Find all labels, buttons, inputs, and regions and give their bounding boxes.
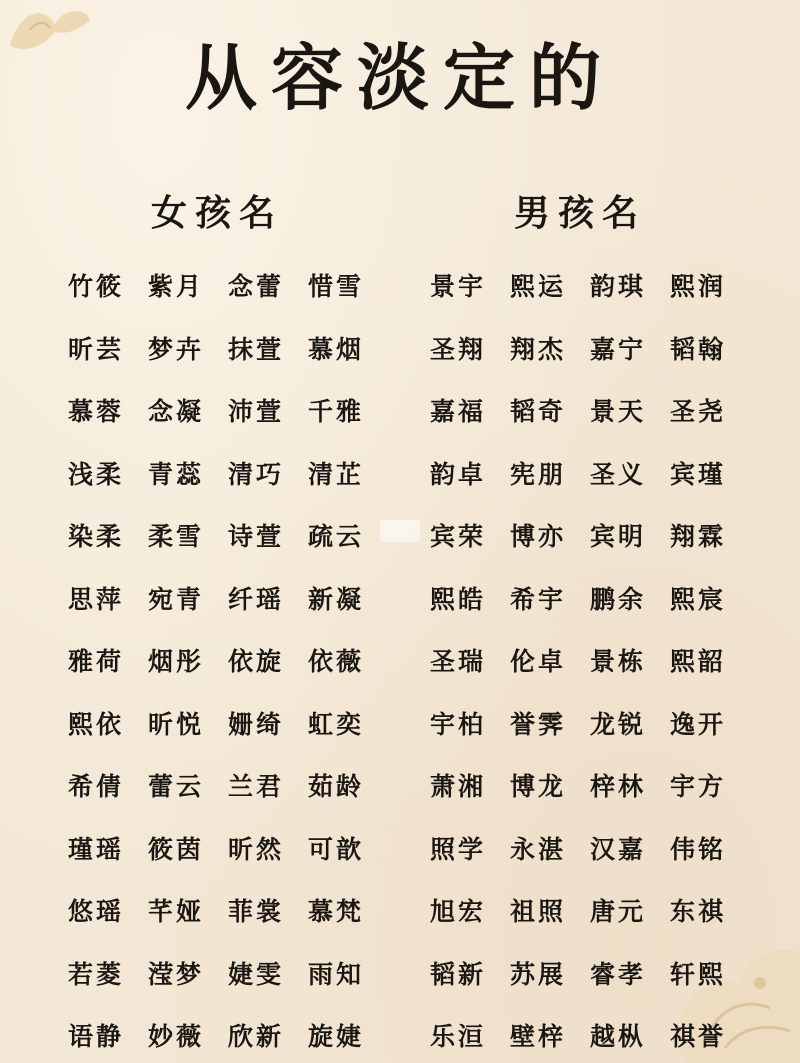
girl-name: 昕然: [228, 834, 285, 864]
boy-name: 鹏余: [590, 584, 647, 614]
boy-name: 誉霁: [510, 709, 567, 739]
girl-name: 依薇: [308, 647, 365, 676]
girl-name: 慕梵: [308, 897, 365, 926]
boy-name: 轩熙: [670, 959, 727, 989]
girl-name: 惜雪: [308, 272, 365, 301]
boy-name: 旭宏: [430, 897, 487, 926]
boy-name: 永湛: [510, 834, 567, 864]
boy-name: 博龙: [510, 772, 567, 801]
boy-name: 熙润: [670, 272, 727, 301]
boy-name: 熙宸: [670, 584, 727, 614]
boy-name: 熙韶: [670, 647, 727, 676]
girl-name: 可歆: [308, 834, 365, 864]
girl-name: 茹龄: [308, 772, 365, 801]
girl-name: 新凝: [308, 584, 365, 614]
girl-name: 烟彤: [148, 647, 205, 676]
boy-name: 景天: [590, 397, 647, 426]
boy-name: 唐元: [590, 897, 647, 926]
girl-name: 蕾云: [148, 772, 205, 801]
girls-name-grid: [68, 256, 388, 1063]
girl-name: 妙薇: [148, 1022, 205, 1051]
boy-name: 韵卓: [430, 459, 487, 489]
girl-name: 欣新: [228, 1022, 285, 1051]
boy-name: 汉嘉: [590, 834, 647, 864]
girl-name: 染柔: [68, 522, 125, 551]
boy-name: 越枞: [590, 1022, 647, 1051]
girl-name: 抹萱: [228, 334, 285, 364]
girls-heading: 女孩名: [150, 192, 283, 234]
boy-name: 宾荣: [430, 522, 487, 551]
girl-name: 念凝: [148, 397, 205, 426]
boy-name: 景栋: [590, 647, 647, 676]
boy-name: 伦卓: [510, 647, 567, 676]
girl-name: 筱茵: [148, 834, 205, 864]
girl-name: 雨知: [308, 959, 365, 989]
boy-name: 圣尧: [670, 397, 727, 426]
boy-name: 翔杰: [510, 334, 567, 364]
boy-name: 圣义: [590, 459, 647, 489]
boy-name: 逸开: [670, 709, 727, 739]
girl-name: 青蕊: [148, 459, 205, 489]
girl-name: 疏云: [308, 522, 365, 551]
smudge-mark: [380, 520, 420, 542]
boy-name: 博亦: [510, 522, 567, 551]
girl-name: 柔雪: [148, 522, 205, 551]
girl-name: 若菱: [68, 959, 125, 989]
boy-name: 圣翔: [430, 334, 487, 364]
boy-name: 梓林: [590, 772, 647, 801]
girl-name: 昕悦: [148, 709, 205, 739]
boy-name: 韬奇: [510, 397, 567, 426]
girl-name: 雅荷: [68, 647, 125, 676]
girl-name: 浅柔: [68, 459, 125, 489]
girl-name: 菲裳: [228, 897, 285, 926]
girl-name: 瑾瑶: [68, 834, 125, 864]
boy-name: 祺誉: [670, 1022, 727, 1051]
boy-name: 伟铭: [670, 834, 727, 864]
girl-name: 希倩: [68, 772, 125, 801]
girl-name: 依旋: [228, 647, 285, 676]
girl-name: 语静: [68, 1022, 125, 1051]
girl-name: 沛萱: [228, 397, 285, 426]
boys-name-grid: [430, 256, 750, 1063]
boy-name: 希宇: [510, 584, 567, 614]
girl-name: 思萍: [68, 584, 125, 614]
boy-name: 苏展: [510, 959, 567, 989]
boy-name: 乐洹: [430, 1022, 487, 1051]
girl-name: 悠瑶: [68, 897, 125, 926]
girl-name: 婕雯: [228, 959, 285, 989]
girl-name: 慕蓉: [68, 397, 125, 426]
girl-name: 清芷: [308, 459, 365, 489]
girl-name: 竹筱: [68, 272, 125, 301]
girl-name: 姗绮: [228, 709, 285, 739]
boy-name: 睿孝: [590, 959, 647, 989]
girl-name: 诗萱: [228, 522, 285, 551]
girl-name: 宛青: [148, 584, 205, 614]
boy-name: 熙皓: [430, 584, 487, 614]
girl-name: 紫月: [148, 272, 205, 301]
girl-name: 虹奕: [308, 709, 365, 739]
girl-name: 兰君: [228, 772, 285, 801]
boy-name: 宾瑾: [670, 459, 727, 489]
boy-name: 嘉福: [430, 397, 487, 426]
boy-name: 嘉宁: [590, 334, 647, 364]
girl-name: 慕烟: [308, 334, 365, 364]
boy-name: 龙锐: [590, 709, 647, 739]
boy-name: 东祺: [670, 897, 727, 926]
girl-name: 清巧: [228, 459, 285, 489]
boy-name: 圣瑞: [430, 647, 487, 676]
girl-name: 芊娅: [148, 897, 205, 926]
boy-name: 照学: [430, 834, 487, 864]
boy-name: 祖照: [510, 897, 567, 926]
girl-name: 滢梦: [148, 959, 205, 989]
boy-name: 宾明: [590, 522, 647, 551]
girl-name: 千雅: [308, 397, 365, 426]
girl-name: 熙依: [68, 709, 125, 739]
boy-name: 韬新: [430, 959, 487, 989]
girl-name: 昕芸: [68, 334, 125, 364]
boy-name: 韬翰: [670, 334, 727, 364]
girl-name: 旋婕: [308, 1022, 365, 1051]
boy-name: 熙运: [510, 272, 567, 301]
boys-heading: 男孩名: [513, 192, 646, 234]
boy-name: 翔霖: [670, 522, 727, 551]
girl-name: 纤瑶: [228, 584, 285, 614]
girl-name: 梦卉: [148, 334, 205, 364]
boy-name: 景宇: [430, 272, 487, 301]
boy-name: 宇柏: [430, 709, 487, 739]
girl-name: 念蕾: [228, 272, 285, 301]
boy-name: 壁梓: [510, 1022, 567, 1051]
page-title: 从容淡定的: [184, 35, 615, 120]
boy-name: 宪朋: [510, 459, 567, 489]
boy-name: 韵琪: [590, 272, 647, 301]
boy-name: 萧湘: [430, 772, 487, 801]
boy-name: 宇方: [670, 772, 727, 801]
